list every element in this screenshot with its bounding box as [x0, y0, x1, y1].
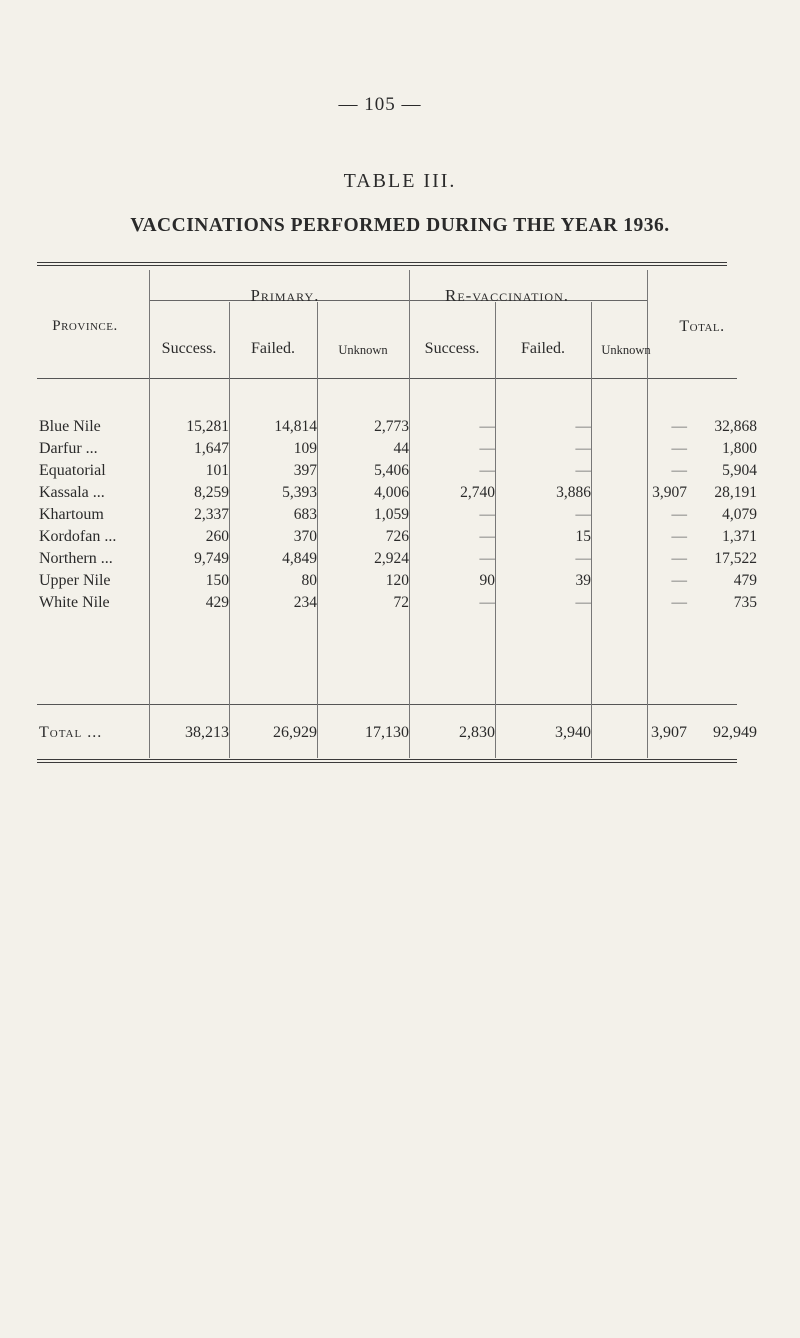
revac-failed: 3,886 — [556, 484, 591, 501]
table-row — [37, 594, 762, 617]
primary-unknown: 726 — [385, 528, 409, 545]
revac-unknown: — — [671, 506, 687, 523]
table-row — [37, 440, 762, 463]
province-name: Northern ... — [39, 550, 113, 567]
primary-failed: 5,393 — [282, 484, 317, 501]
page-number: — 105 — — [338, 94, 422, 115]
revac-success: — — [479, 440, 495, 457]
revac-unknown: — — [671, 462, 687, 479]
revac-success: 2,740 — [460, 484, 495, 501]
top-rule — [37, 262, 727, 263]
header-primary-unknown: Unknown — [338, 343, 388, 357]
row-total: 1,800 — [722, 440, 757, 457]
revac-success: — — [479, 506, 495, 523]
revac-unknown: — — [671, 594, 687, 611]
header-primary-success: Success. — [161, 340, 217, 357]
header-rule — [37, 378, 737, 379]
bottom-rule — [37, 759, 737, 760]
revac-failed: — — [575, 440, 591, 457]
header-revaccination: Re-vaccination. — [444, 286, 570, 305]
primary-unknown: 72 — [393, 594, 409, 611]
primary-success: 9,749 — [194, 550, 229, 567]
revac-failed: — — [575, 506, 591, 523]
primary-failed: 80 — [301, 572, 317, 589]
primary-failed: 397 — [293, 462, 317, 479]
primary-success: 150 — [205, 572, 229, 589]
primary-failed: 234 — [293, 594, 317, 611]
row-total: 735 — [733, 594, 757, 611]
primary-success: 15,281 — [186, 418, 229, 435]
table-row — [37, 528, 762, 551]
province-name: Equatorial — [39, 462, 106, 479]
row-total: 5,904 — [722, 462, 757, 479]
total-primary-unknown: 17,130 — [365, 724, 409, 741]
primary-success: 260 — [205, 528, 229, 545]
province-name: Kordofan ... — [39, 528, 117, 545]
primary-failed: 683 — [293, 506, 317, 523]
province-name: Kassala ... — [39, 484, 105, 501]
grand-total: 92,949 — [713, 724, 757, 741]
primary-success: 2,337 — [194, 506, 229, 523]
header-revac-failed: Failed. — [521, 340, 565, 357]
revac-success: — — [479, 594, 495, 611]
primary-success: 101 — [205, 462, 229, 479]
province-name: Blue Nile — [39, 418, 101, 435]
table-row — [37, 418, 762, 441]
primary-success: 429 — [205, 594, 229, 611]
row-total: 1,371 — [722, 528, 757, 545]
primary-failed: 14,814 — [274, 418, 317, 435]
table-row — [37, 550, 762, 573]
row-total: 17,522 — [714, 550, 757, 567]
revac-success: — — [479, 462, 495, 479]
table-row — [37, 572, 762, 595]
table-caption: VACCINATIONS PERFORMED DURING THE YEAR 1936. — [130, 215, 670, 236]
table-row — [37, 462, 762, 485]
revac-failed: — — [575, 550, 591, 567]
primary-failed: 109 — [293, 440, 317, 457]
row-total: 32,868 — [714, 418, 757, 435]
row-total: 479 — [733, 572, 757, 589]
header-primary-failed: Failed. — [251, 340, 295, 357]
total-primary-success: 38,213 — [185, 724, 229, 741]
top-rule-thin — [37, 265, 727, 266]
primary-unknown: 120 — [385, 572, 409, 589]
revac-success: 90 — [479, 572, 495, 589]
province-name: Upper Nile — [39, 572, 111, 589]
revac-success: — — [479, 418, 495, 435]
revac-failed: — — [575, 462, 591, 479]
header-primary: Primary. — [250, 286, 320, 305]
table-title: TABLE III. — [343, 170, 457, 192]
primary-unknown: 4,006 — [374, 484, 409, 501]
province-name: White Nile — [39, 594, 110, 611]
revac-failed: 39 — [575, 572, 591, 589]
revac-success: — — [479, 528, 495, 545]
body-rule — [37, 704, 737, 705]
primary-unknown: 1,059 — [374, 506, 409, 523]
table-row — [37, 506, 762, 529]
province-name: Khartoum — [39, 506, 104, 523]
row-total: 28,191 — [714, 484, 757, 501]
revac-unknown: — — [671, 418, 687, 435]
revac-failed: 15 — [575, 528, 591, 545]
revac-failed: — — [575, 418, 591, 435]
primary-unknown: 2,924 — [374, 550, 409, 567]
revac-success: — — [479, 550, 495, 567]
revac-unknown: — — [671, 550, 687, 567]
total-revac-failed: 3,940 — [555, 724, 591, 741]
province-name: Darfur ... — [39, 440, 98, 457]
row-total: 4,079 — [722, 506, 757, 523]
header-revac-unknown: Unknown — [601, 343, 651, 357]
header-revac-success: Success. — [424, 340, 480, 357]
primary-success: 1,647 — [194, 440, 229, 457]
revac-failed: — — [575, 594, 591, 611]
primary-unknown: 5,406 — [374, 462, 409, 479]
primary-failed: 4,849 — [282, 550, 317, 567]
primary-failed: 370 — [293, 528, 317, 545]
revac-unknown: — — [671, 440, 687, 457]
totals-label: Total ... — [39, 724, 103, 741]
revac-unknown: — — [671, 572, 687, 589]
total-primary-failed: 26,929 — [273, 724, 317, 741]
bottom-rule-thin — [37, 762, 737, 763]
table-row — [37, 484, 762, 507]
revac-unknown: 3,907 — [652, 484, 687, 501]
total-revac-unknown: 3,907 — [651, 724, 687, 741]
primary-success: 8,259 — [194, 484, 229, 501]
header-province: Province. — [52, 318, 118, 334]
primary-unknown: 44 — [393, 440, 409, 457]
header-total: Total. — [679, 318, 725, 335]
totals-row — [37, 724, 762, 747]
revac-unknown: — — [671, 528, 687, 545]
total-revac-success: 2,830 — [459, 724, 495, 741]
primary-unknown: 2,773 — [374, 418, 409, 435]
